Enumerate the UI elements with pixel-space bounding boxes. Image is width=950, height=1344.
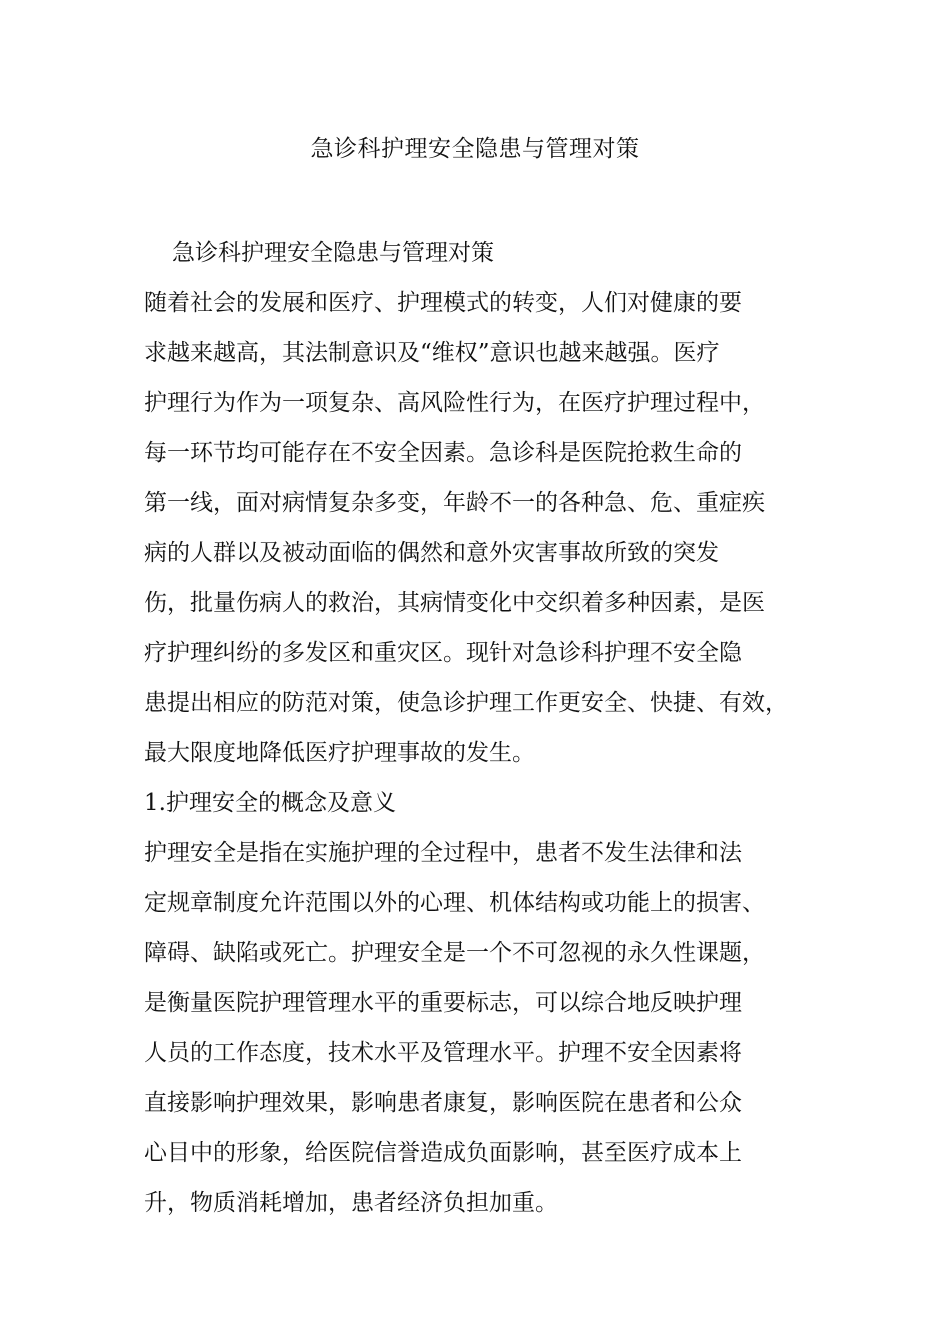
paragraph-line: 直接影响护理效果，影响患者康复，影响医院在患者和公众 — [144, 1090, 742, 1116]
paragraph-line: 是衡量医院护理管理水平的重要标志，可以综合地反映护理 — [144, 990, 742, 1016]
paragraph-line: 随着社会的发展和医疗、护理模式的转变，人们对健康的要 — [144, 290, 742, 316]
section-subtitle: 急诊科护理安全隐患与管理对策 — [172, 240, 494, 266]
paragraph-line: 求越来越高，其法制意识及“维权”意识也越来越强。医疗 — [144, 340, 720, 366]
paragraph-line: 患提出相应的防范对策，使急诊护理工作更安全、快捷、有效， — [144, 690, 788, 716]
paragraph-line: 护理行为作为一项复杂、高风险性行为，在医疗护理过程中， — [144, 390, 765, 416]
paragraph-line: 第一线，面对病情复杂多变，年龄不一的各种急、危、重症疾 — [144, 490, 765, 516]
paragraph-line: 伤，批量伤病人的救治，其病情变化中交织着多种因素，是医 — [144, 590, 765, 616]
paragraph-line: 病的人群以及被动面临的偶然和意外灾害事故所致的突发 — [144, 540, 719, 566]
paragraph-line: 最大限度地降低医疗护理事故的发生。 — [144, 740, 535, 766]
paragraph-line: 疗护理纠纷的多发区和重灾区。现针对急诊科护理不安全隐 — [144, 640, 742, 666]
section-heading: 1.护理安全的概念及意义 — [144, 790, 396, 816]
paragraph-line: 每一环节均可能存在不安全因素。急诊科是医院抢救生命的 — [144, 440, 742, 466]
paragraph-line: 人员的工作态度，技术水平及管理水平。护理不安全因素将 — [144, 1040, 742, 1066]
paragraph-line: 定规章制度允许范围以外的心理、机体结构或功能上的损害、 — [144, 890, 765, 916]
paragraph-line: 心目中的形象，给医院信誉造成负面影响，甚至医疗成本上 — [144, 1140, 742, 1166]
paragraph-line: 障碍、缺陷或死亡。护理安全是一个不可忽视的永久性课题， — [144, 940, 765, 966]
paragraph-line: 升，物质消耗增加，患者经济负担加重。 — [144, 1190, 558, 1216]
document-title: 急诊科护理安全隐患与管理对策 — [310, 136, 640, 162]
document-body — [144, 228, 824, 1228]
paragraph-line: 护理安全是指在实施护理的全过程中，患者不发生法律和法 — [144, 840, 742, 866]
